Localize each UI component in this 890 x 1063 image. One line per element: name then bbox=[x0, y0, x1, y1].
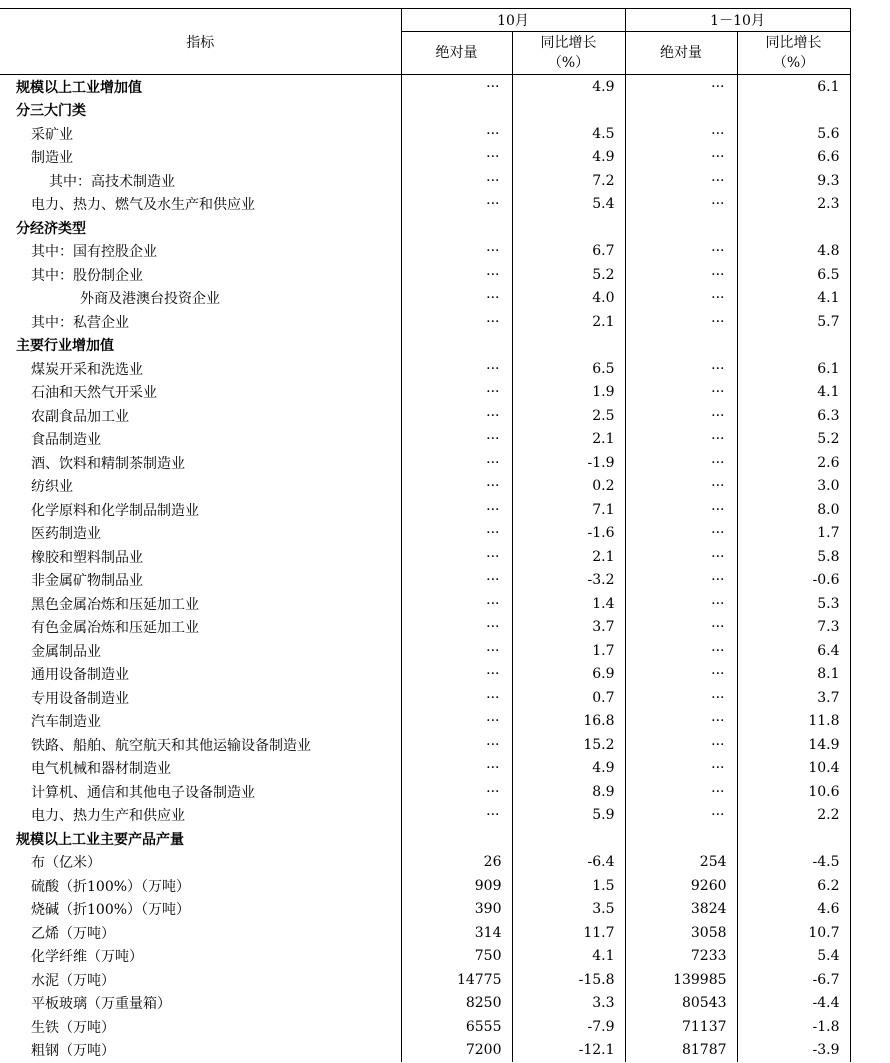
month-growth-value: 3.5 bbox=[512, 898, 625, 922]
month-abs-header: 绝对量 bbox=[401, 32, 512, 75]
ytd-growth-value: 6.2 bbox=[737, 874, 850, 898]
row-label: 烧碱（折100%）（万吨） bbox=[31, 902, 191, 919]
row-label: 外商及港澳台投资企业 bbox=[80, 291, 220, 308]
growth-unit: （%） bbox=[772, 55, 815, 71]
table-row bbox=[0, 498, 850, 522]
month-abs-value: ··· bbox=[401, 310, 512, 334]
table-row bbox=[0, 992, 850, 1016]
ytd-growth-value bbox=[737, 334, 850, 358]
ytd-growth-value: 6.1 bbox=[737, 75, 850, 99]
ytd-growth-value bbox=[737, 827, 850, 851]
month-abs-value: ··· bbox=[401, 404, 512, 428]
table-row bbox=[0, 545, 850, 569]
statistics-table bbox=[0, 8, 851, 1062]
row-label: 化学原料和化学制品制造业 bbox=[31, 502, 199, 519]
month-abs-value: ··· bbox=[401, 616, 512, 640]
ytd-abs-value: ··· bbox=[625, 357, 737, 381]
row-label: 其中：高技术制造业 bbox=[49, 173, 175, 190]
ytd-growth-value: 5.7 bbox=[737, 310, 850, 334]
table-row bbox=[0, 193, 850, 217]
month-growth-value: -15.8 bbox=[512, 968, 625, 992]
table-row bbox=[0, 404, 850, 428]
ytd-abs-value: ··· bbox=[625, 193, 737, 217]
ytd-abs-value: 80543 bbox=[625, 992, 737, 1016]
ytd-abs-header: 绝对量 bbox=[625, 32, 737, 75]
month-growth-value: 2.1 bbox=[512, 310, 625, 334]
month-growth-value: 7.1 bbox=[512, 498, 625, 522]
month-growth-value: 4.9 bbox=[512, 75, 625, 99]
month-abs-value: ··· bbox=[401, 545, 512, 569]
ytd-abs-value: ··· bbox=[625, 451, 737, 475]
month-abs-value: ··· bbox=[401, 263, 512, 287]
month-abs-value bbox=[401, 334, 512, 358]
ytd-abs-value: ··· bbox=[625, 710, 737, 734]
month-abs-value: ··· bbox=[401, 686, 512, 710]
ytd-abs-value bbox=[625, 827, 737, 851]
ytd-abs-value: ··· bbox=[625, 75, 737, 99]
month-growth-value: 5.2 bbox=[512, 263, 625, 287]
ytd-abs-value bbox=[625, 216, 737, 240]
table-row bbox=[0, 733, 850, 757]
row-label: 非金属矿物制品业 bbox=[31, 573, 143, 590]
row-label: 化学纤维（万吨） bbox=[31, 949, 143, 966]
month-abs-value: ··· bbox=[401, 804, 512, 828]
month-growth-value bbox=[512, 827, 625, 851]
month-growth-value: 6.5 bbox=[512, 357, 625, 381]
table-row bbox=[0, 122, 850, 146]
ytd-abs-value: ··· bbox=[625, 545, 737, 569]
row-label: 黑色金属冶炼和压延加工业 bbox=[31, 596, 199, 613]
month-abs-value: 909 bbox=[401, 874, 512, 898]
table-row bbox=[0, 263, 850, 287]
month-growth-value: 4.9 bbox=[512, 146, 625, 170]
month-growth-value: 1.9 bbox=[512, 381, 625, 405]
month-abs-value: ··· bbox=[401, 75, 512, 99]
ytd-growth-value: 10.7 bbox=[737, 921, 850, 945]
ytd-growth-value: -4.4 bbox=[737, 992, 850, 1016]
month-abs-value: ··· bbox=[401, 780, 512, 804]
ytd-growth-value: 6.1 bbox=[737, 357, 850, 381]
row-label: 水泥（万吨） bbox=[31, 972, 115, 989]
month-growth-value: -12.1 bbox=[512, 1039, 625, 1063]
row-label: 农副食品加工业 bbox=[31, 408, 129, 425]
month-growth-value: 2.1 bbox=[512, 428, 625, 452]
month-growth-value bbox=[512, 334, 625, 358]
month-growth-value: 4.5 bbox=[512, 122, 625, 146]
row-label: 橡胶和塑料制品业 bbox=[31, 549, 143, 566]
ytd-growth-value: 8.1 bbox=[737, 663, 850, 687]
row-label: 计算机、通信和其他电子设备制造业 bbox=[31, 784, 255, 801]
month-abs-value: ··· bbox=[401, 381, 512, 405]
month-growth-value: 11.7 bbox=[512, 921, 625, 945]
month-growth-value: -1.6 bbox=[512, 522, 625, 546]
ytd-growth-value: 9.3 bbox=[737, 169, 850, 193]
ytd-abs-value: 254 bbox=[625, 851, 737, 875]
ytd-growth-value: 2.3 bbox=[737, 193, 850, 217]
ytd-growth-value: 4.1 bbox=[737, 381, 850, 405]
table-row bbox=[0, 639, 850, 663]
row-label: 采矿业 bbox=[31, 126, 73, 143]
month-abs-value: ··· bbox=[401, 592, 512, 616]
month-abs-value: 390 bbox=[401, 898, 512, 922]
row-label: 汽车制造业 bbox=[31, 714, 101, 731]
ytd-growth-value: 4.6 bbox=[737, 898, 850, 922]
month-abs-value: ··· bbox=[401, 639, 512, 663]
ytd-abs-value: ··· bbox=[625, 757, 737, 781]
month-abs-value: 750 bbox=[401, 945, 512, 969]
row-label: 医药制造业 bbox=[31, 526, 101, 543]
ytd-abs-value: 3058 bbox=[625, 921, 737, 945]
row-label: 规模以上工业主要产品产量 bbox=[16, 831, 184, 848]
ytd-abs-value: ··· bbox=[625, 122, 737, 146]
month-growth-value: 0.2 bbox=[512, 475, 625, 499]
ytd-abs-value: ··· bbox=[625, 146, 737, 170]
ytd-abs-value: 7233 bbox=[625, 945, 737, 969]
row-label: 有色金属冶炼和压延加工业 bbox=[31, 620, 199, 637]
ytd-abs-value: ··· bbox=[625, 240, 737, 264]
month-growth-value: 2.1 bbox=[512, 545, 625, 569]
month-growth-value: 1.4 bbox=[512, 592, 625, 616]
month-growth-value: -1.9 bbox=[512, 451, 625, 475]
row-label: 电力、热力生产和供应业 bbox=[31, 808, 185, 825]
month-growth-value: 5.4 bbox=[512, 193, 625, 217]
ytd-abs-value: ··· bbox=[625, 616, 737, 640]
table-row bbox=[0, 804, 850, 828]
month-abs-value: ··· bbox=[401, 357, 512, 381]
ytd-growth-value: 5.4 bbox=[737, 945, 850, 969]
ytd-abs-value: ··· bbox=[625, 428, 737, 452]
table-row bbox=[0, 757, 850, 781]
table-row bbox=[0, 945, 850, 969]
table-row bbox=[0, 1039, 850, 1063]
ytd-growth-value: 3.0 bbox=[737, 475, 850, 499]
month-growth-value bbox=[512, 216, 625, 240]
ytd-abs-value: ··· bbox=[625, 733, 737, 757]
month-abs-value: ··· bbox=[401, 193, 512, 217]
table-row bbox=[0, 287, 850, 311]
ytd-growth-value: 4.1 bbox=[737, 287, 850, 311]
month-abs-value: ··· bbox=[401, 146, 512, 170]
ytd-abs-value: ··· bbox=[625, 522, 737, 546]
month-growth-value bbox=[512, 99, 625, 123]
growth-unit: （%） bbox=[547, 55, 590, 71]
month-growth-value: -6.4 bbox=[512, 851, 625, 875]
ytd-growth-value bbox=[737, 216, 850, 240]
ytd-abs-value: ··· bbox=[625, 498, 737, 522]
ytd-growth-value: 6.3 bbox=[737, 404, 850, 428]
ytd-growth-value: 11.8 bbox=[737, 710, 850, 734]
ytd-abs-value: ··· bbox=[625, 263, 737, 287]
ytd-abs-value: 71137 bbox=[625, 1015, 737, 1039]
section-row bbox=[0, 334, 850, 358]
table-row bbox=[0, 921, 850, 945]
ytd-growth-value: 10.4 bbox=[737, 757, 850, 781]
month-growth-value: -7.9 bbox=[512, 1015, 625, 1039]
ytd-abs-value: ··· bbox=[625, 569, 737, 593]
table-body bbox=[0, 75, 850, 1063]
month-growth-value: 5.9 bbox=[512, 804, 625, 828]
month-abs-value: ··· bbox=[401, 475, 512, 499]
ytd-growth-value: 5.2 bbox=[737, 428, 850, 452]
month-abs-value: ··· bbox=[401, 569, 512, 593]
growth-label: 同比增长 bbox=[540, 35, 597, 51]
ytd-growth-value: -6.7 bbox=[737, 968, 850, 992]
month-growth-value: 1.7 bbox=[512, 639, 625, 663]
month-abs-value: ··· bbox=[401, 757, 512, 781]
row-label: 金属制品业 bbox=[31, 643, 101, 660]
table-row bbox=[0, 851, 850, 875]
month-abs-value: 14775 bbox=[401, 968, 512, 992]
row-label: 其中：私营企业 bbox=[31, 314, 129, 331]
table-row bbox=[0, 146, 850, 170]
ytd-growth-value: 6.6 bbox=[737, 146, 850, 170]
ytd-header: 1－10月 bbox=[625, 9, 850, 32]
month-abs-value bbox=[401, 827, 512, 851]
table-row bbox=[0, 240, 850, 264]
row-label: 专用设备制造业 bbox=[31, 690, 129, 707]
ytd-growth-value bbox=[737, 99, 850, 123]
ytd-abs-value: ··· bbox=[625, 592, 737, 616]
table-row bbox=[0, 522, 850, 546]
ytd-abs-value bbox=[625, 99, 737, 123]
month-abs-value: ··· bbox=[401, 428, 512, 452]
month-growth-value: 3.3 bbox=[512, 992, 625, 1016]
row-label: 纺织业 bbox=[31, 479, 73, 496]
row-label: 电力、热力、燃气及水生产和供应业 bbox=[31, 197, 255, 214]
row-label: 其中：股份制企业 bbox=[31, 267, 143, 284]
table-row bbox=[0, 686, 850, 710]
ytd-abs-value: ··· bbox=[625, 475, 737, 499]
table-row bbox=[0, 616, 850, 640]
month-growth-value: 15.2 bbox=[512, 733, 625, 757]
row-label: 酒、饮料和精制茶制造业 bbox=[31, 455, 185, 472]
month-abs-value: 8250 bbox=[401, 992, 512, 1016]
table-row bbox=[0, 310, 850, 334]
ytd-abs-value: 3824 bbox=[625, 898, 737, 922]
ytd-growth-value: -0.6 bbox=[737, 569, 850, 593]
ytd-growth-header bbox=[737, 32, 850, 75]
row-label: 主要行业增加值 bbox=[16, 338, 114, 355]
table-row bbox=[0, 968, 850, 992]
month-abs-value bbox=[401, 99, 512, 123]
month-abs-value: ··· bbox=[401, 240, 512, 264]
row-label: 其中：国有控股企业 bbox=[31, 244, 157, 261]
ytd-abs-value: ··· bbox=[625, 780, 737, 804]
table-row bbox=[0, 592, 850, 616]
row-label: 分经济类型 bbox=[16, 220, 86, 237]
row-label: 电气机械和器材制造业 bbox=[31, 761, 171, 778]
month-abs-value: ··· bbox=[401, 710, 512, 734]
month-growth-value: 6.7 bbox=[512, 240, 625, 264]
table-row bbox=[0, 1015, 850, 1039]
row-label: 制造业 bbox=[31, 150, 73, 167]
row-label: 食品制造业 bbox=[31, 432, 101, 449]
table-row bbox=[0, 898, 850, 922]
row-label: 铁路、船舶、航空航天和其他运输设备制造业 bbox=[31, 737, 311, 754]
ytd-abs-value: ··· bbox=[625, 804, 737, 828]
month-abs-value: ··· bbox=[401, 522, 512, 546]
ytd-growth-value: 2.2 bbox=[737, 804, 850, 828]
ytd-growth-value: 6.4 bbox=[737, 639, 850, 663]
ytd-abs-value: ··· bbox=[625, 686, 737, 710]
ytd-abs-value: ··· bbox=[625, 381, 737, 405]
month-abs-value: ··· bbox=[401, 451, 512, 475]
month-growth-value: 2.5 bbox=[512, 404, 625, 428]
ytd-abs-value: 81787 bbox=[625, 1039, 737, 1063]
month-header: 10月 bbox=[401, 9, 625, 32]
table-row bbox=[0, 569, 850, 593]
month-growth-header bbox=[512, 32, 625, 75]
month-growth-value: 8.9 bbox=[512, 780, 625, 804]
month-abs-value: ··· bbox=[401, 498, 512, 522]
month-growth-value: 16.8 bbox=[512, 710, 625, 734]
row-label: 乙烯（万吨） bbox=[31, 925, 115, 942]
ytd-abs-value: ··· bbox=[625, 310, 737, 334]
month-growth-value: 3.7 bbox=[512, 616, 625, 640]
ytd-abs-value: ··· bbox=[625, 639, 737, 663]
row-label: 布（亿米） bbox=[31, 855, 101, 872]
table-row bbox=[0, 381, 850, 405]
table-row bbox=[0, 874, 850, 898]
ytd-growth-value: -1.8 bbox=[737, 1015, 850, 1039]
table-row bbox=[0, 780, 850, 804]
ytd-growth-value: 5.6 bbox=[737, 122, 850, 146]
row-label: 石油和天然气开采业 bbox=[31, 385, 157, 402]
ytd-growth-value: 5.3 bbox=[737, 592, 850, 616]
ytd-growth-value: 5.8 bbox=[737, 545, 850, 569]
month-abs-value: 7200 bbox=[401, 1039, 512, 1063]
table-row bbox=[0, 428, 850, 452]
ytd-growth-value: 10.6 bbox=[737, 780, 850, 804]
ytd-abs-value: ··· bbox=[625, 169, 737, 193]
month-growth-value: -3.2 bbox=[512, 569, 625, 593]
month-abs-value bbox=[401, 216, 512, 240]
month-growth-value: 0.7 bbox=[512, 686, 625, 710]
month-abs-value: ··· bbox=[401, 733, 512, 757]
month-abs-value: ··· bbox=[401, 287, 512, 311]
ytd-growth-value: 7.3 bbox=[737, 616, 850, 640]
row-label: 分三大门类 bbox=[16, 103, 86, 120]
row-label: 煤炭开采和洗选业 bbox=[31, 361, 143, 378]
row-label: 通用设备制造业 bbox=[31, 667, 129, 684]
month-growth-value: 1.5 bbox=[512, 874, 625, 898]
ytd-abs-value bbox=[625, 334, 737, 358]
ytd-abs-value: ··· bbox=[625, 404, 737, 428]
month-abs-value: 6555 bbox=[401, 1015, 512, 1039]
section-row bbox=[0, 75, 850, 99]
growth-label: 同比增长 bbox=[765, 35, 822, 51]
table-row bbox=[0, 169, 850, 193]
month-abs-value: 314 bbox=[401, 921, 512, 945]
ytd-abs-value: 9260 bbox=[625, 874, 737, 898]
table-row bbox=[0, 451, 850, 475]
month-abs-value: ··· bbox=[401, 122, 512, 146]
table-row bbox=[0, 475, 850, 499]
ytd-growth-value: 1.7 bbox=[737, 522, 850, 546]
ytd-abs-value: ··· bbox=[625, 663, 737, 687]
row-label: 规模以上工业增加值 bbox=[16, 79, 142, 96]
row-label: 硫酸（折100%）（万吨） bbox=[31, 878, 191, 895]
row-label: 平板玻璃（万重量箱） bbox=[31, 996, 171, 1013]
month-abs-value: ··· bbox=[401, 169, 512, 193]
section-row bbox=[0, 216, 850, 240]
table-row bbox=[0, 710, 850, 734]
month-abs-value: ··· bbox=[401, 663, 512, 687]
month-growth-value: 7.2 bbox=[512, 169, 625, 193]
ytd-growth-value: 3.7 bbox=[737, 686, 850, 710]
ytd-growth-value: 4.8 bbox=[737, 240, 850, 264]
ytd-growth-value: 6.5 bbox=[737, 263, 850, 287]
section-row bbox=[0, 99, 850, 123]
ytd-growth-value: 2.6 bbox=[737, 451, 850, 475]
month-growth-value: 4.0 bbox=[512, 287, 625, 311]
month-growth-value: 6.9 bbox=[512, 663, 625, 687]
ytd-growth-value: -4.5 bbox=[737, 851, 850, 875]
table-row bbox=[0, 663, 850, 687]
ytd-growth-value: -3.9 bbox=[737, 1039, 850, 1063]
ytd-growth-value: 8.0 bbox=[737, 498, 850, 522]
ytd-abs-value: 139985 bbox=[625, 968, 737, 992]
row-label: 粗钢（万吨） bbox=[31, 1043, 115, 1060]
table-row bbox=[0, 357, 850, 381]
row-label: 生铁（万吨） bbox=[31, 1019, 115, 1036]
month-growth-value: 4.9 bbox=[512, 757, 625, 781]
indicator-header: 指标 bbox=[0, 9, 401, 75]
section-row bbox=[0, 827, 850, 851]
month-growth-value: 4.1 bbox=[512, 945, 625, 969]
ytd-growth-value: 14.9 bbox=[737, 733, 850, 757]
ytd-abs-value: ··· bbox=[625, 287, 737, 311]
month-abs-value: 26 bbox=[401, 851, 512, 875]
